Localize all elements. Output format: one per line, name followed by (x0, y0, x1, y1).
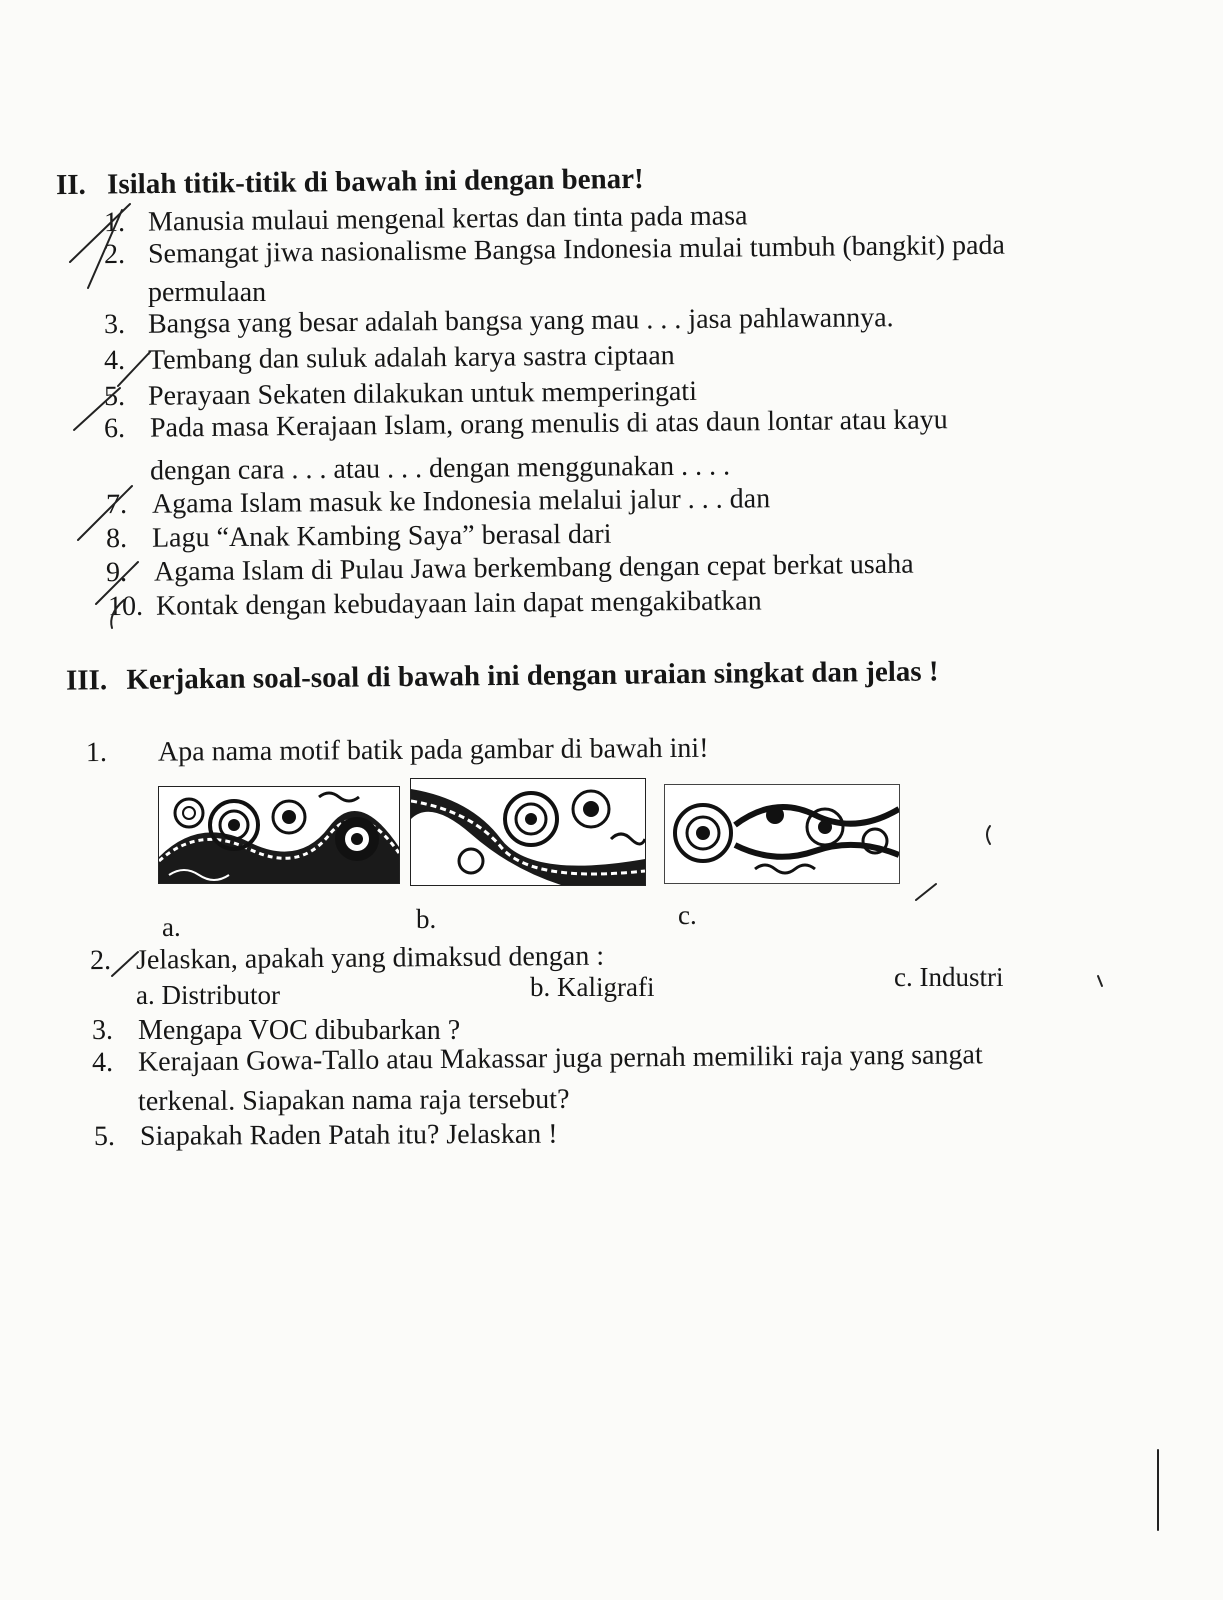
item-number: 2. (103, 238, 126, 271)
question-4-continuation (138, 1083, 570, 1119)
list-item (103, 229, 1006, 272)
list-item (105, 518, 612, 556)
item-text: Tembang dan suluk adalah karya sastra ciptaan (147, 340, 675, 376)
section-2-title: Isilah titik-titik di bawah ini dengan benar! (106, 162, 644, 201)
item-text: Manusia mulaui mengenal kertas dan tinta pada masa (147, 200, 748, 238)
item-text: Semangat jiwa nasionalisme Bangsa Indonesia mulai tumbuh (bangkit) pada (147, 229, 1006, 270)
list-item (107, 585, 762, 624)
question-text: Siapakah Raden Patah itu? Jelaskan ! (139, 1118, 558, 1152)
question-number: 5. (93, 1120, 116, 1153)
question-text: Mengapa VOC dibubarkan ? (138, 1015, 461, 1046)
list-item (105, 548, 914, 590)
list-item-continuation (148, 276, 266, 310)
question-text: Jelaskan, apakah yang dimaksud dengan : (135, 940, 605, 976)
batik-motif-b-image (410, 778, 646, 886)
question-text-line2: terkenal. Siapakan nama raja tersebut? (137, 1083, 570, 1118)
question-number: 2. (89, 944, 112, 977)
question-4 (91, 1039, 983, 1080)
list-item (103, 340, 675, 378)
list-item (103, 200, 748, 240)
item-text: Kontak dengan kebudayaan lain dapat mengakibatkan (155, 585, 762, 622)
batik-label-b: b. (416, 904, 437, 934)
batik-label-a: a. (162, 912, 181, 942)
item-number: 1. (103, 206, 126, 239)
item-text: Perayaan Sekaten dilakukan untuk memperingati (147, 375, 698, 412)
list-item (103, 375, 698, 414)
item-number: 7. (105, 488, 128, 521)
item-number: 8. (105, 522, 128, 555)
batik-motif-c-image (664, 784, 900, 884)
item-number: 6. (103, 412, 126, 445)
item-text: Bangsa yang besar adalah bangsa yang mau . . . jasa pahlawannya. (147, 302, 894, 340)
option-a: a. Distributor (136, 980, 280, 1010)
question-3 (92, 1014, 461, 1048)
item-number: 10. (107, 590, 144, 623)
question-1 (85, 732, 709, 770)
item-text: Pada masa Kerajaan Islam, orang menulis di atas daun lontar atau kayu (149, 404, 948, 444)
batik-label-c: c. (678, 900, 697, 930)
question-2 (89, 940, 605, 978)
question-number: 4. (91, 1046, 114, 1079)
list-item (103, 404, 948, 446)
section-3-number: III. (65, 664, 108, 697)
option-b: b. Kaligrafi (530, 972, 655, 1002)
item-number: 4. (103, 344, 126, 377)
batik-motif-a-image (158, 786, 400, 884)
question-number: 3. (92, 1015, 113, 1046)
item-number: 5. (103, 380, 126, 413)
question-5 (93, 1118, 558, 1154)
item-text-line2: permulaan (148, 277, 267, 308)
item-text: Agama Islam masuk ke Indonesia melalui jalur . . . dan (151, 483, 771, 520)
item-text: Lagu “Anak Kambing Saya” berasal dari (151, 518, 612, 554)
section-2-heading (56, 163, 644, 202)
item-number: 9. (105, 556, 128, 589)
list-item (105, 483, 771, 522)
question-text: Apa nama motif batik pada gambar di bawah ini! (157, 732, 709, 768)
item-number: 3. (103, 308, 126, 341)
section-3-title: Kerjakan soal-soal di bawah ini dengan uraian singkat dan jelas ! (126, 655, 939, 696)
item-text-line2: dengan cara . . . atau . . . dengan menggunakan . . . . (149, 450, 731, 487)
section-3-heading (66, 655, 939, 697)
question-number: 1. (85, 736, 108, 769)
section-2-number: II. (55, 168, 87, 202)
option-c: c. Industri (894, 962, 1004, 992)
list-item (103, 302, 894, 342)
question-text: Kerajaan Gowa-Tallo atau Makassar juga pernah memiliki raja yang sangat (137, 1039, 983, 1078)
item-text: Agama Islam di Pulau Jawa berkembang dengan cepat berkat usaha (153, 548, 914, 588)
